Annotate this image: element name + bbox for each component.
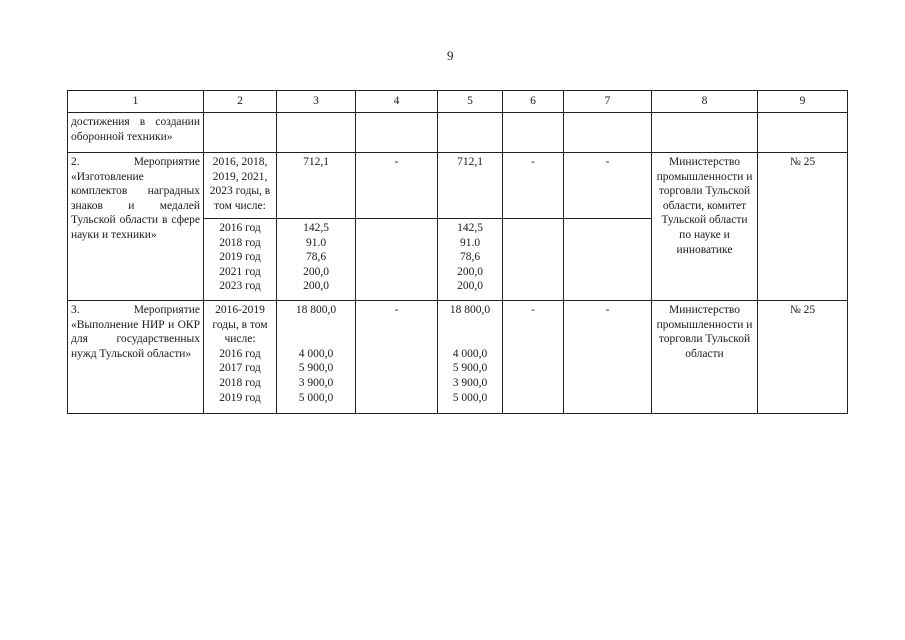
amount-value: 142,5 <box>457 222 483 234</box>
header-cell: 4 <box>356 91 438 113</box>
amount-value: 91.0 <box>305 236 327 249</box>
amount-value: 5 000,0 <box>298 391 334 404</box>
year-label: 2019 год <box>219 251 261 264</box>
col3-values <box>277 301 356 414</box>
activity-title: 2. Мероприятие «Изготовление комплектов наградных знаков и медалей Тульской области в сфере науки и техники» <box>68 153 204 301</box>
amount-value: 4 000,0 <box>452 347 488 360</box>
col7-value: - <box>564 301 652 414</box>
header-row <box>68 91 848 113</box>
header-cell: 3 <box>277 91 356 113</box>
amount-value: 200,0 <box>457 280 483 293</box>
total-col3: 18 800,0 <box>295 304 337 316</box>
table-row <box>68 301 848 414</box>
continuation-text: достижения в создании оборонной техники» <box>68 113 204 153</box>
amount-value: 5 000,0 <box>452 391 488 404</box>
result-indicator: № 25 <box>758 153 848 301</box>
amount-value: 78,6 <box>305 251 327 264</box>
amount-value: 200,0 <box>457 265 483 278</box>
col6-value: - <box>503 301 564 414</box>
header-cell: 6 <box>503 91 564 113</box>
amount-value: 91.0 <box>459 236 481 249</box>
col5-values <box>438 219 503 301</box>
amount-value: 5 900,0 <box>298 362 334 375</box>
year-label: 2021 год <box>219 265 261 278</box>
year-list <box>204 219 277 301</box>
year-label: 2018 год <box>219 376 261 389</box>
responsible-executor: Министерство промышленности и торговли Тульской области, комитет Тульской области по науке и инноватике <box>652 153 758 301</box>
amount-value: 200,0 <box>303 280 329 293</box>
responsible-executor: Министерство промышленности и торговли Тульской области <box>652 301 758 414</box>
amount-value: 78,6 <box>459 251 481 264</box>
year-label: 2018 год <box>219 236 261 249</box>
header-cell: 7 <box>564 91 652 113</box>
total-col5: 712,1 <box>438 153 503 219</box>
amount-value: 5 900,0 <box>452 362 488 375</box>
table-row <box>68 153 848 219</box>
year-list <box>204 301 277 414</box>
activity-years: 2016, 2018, 2019, 2021, 2023 годы, в том числе: <box>204 153 277 219</box>
col4-value: - <box>356 301 438 414</box>
amount-value: 3 900,0 <box>298 376 334 389</box>
amount-value: 142,5 <box>303 222 329 234</box>
col3-values <box>277 219 356 301</box>
result-indicator: № 25 <box>758 301 848 414</box>
col7-value: - <box>564 153 652 219</box>
col5-values <box>438 301 503 414</box>
year-label: 2023 год <box>219 280 261 293</box>
table-row <box>68 113 848 153</box>
page-number: 9 <box>447 48 454 63</box>
col6-value: - <box>503 153 564 219</box>
header-cell: 1 <box>68 91 204 113</box>
header-cell: 2 <box>204 91 277 113</box>
year-label: 2016 год <box>219 222 261 234</box>
year-label: 2016 год <box>219 347 261 360</box>
total-col3: 712,1 <box>277 153 356 219</box>
header-cell: 9 <box>758 91 848 113</box>
amount-value: 3 900,0 <box>452 376 488 389</box>
amount-value: 4 000,0 <box>298 347 334 360</box>
header-cell: 5 <box>438 91 503 113</box>
activity-years: 2016-2019 годы, в том числе: <box>212 304 268 346</box>
amount-value: 200,0 <box>303 265 329 278</box>
activity-title: 3. Мероприятие «Выполнение НИР и ОКР для государственных нужд Тульской области» <box>68 301 204 414</box>
year-label: 2019 год <box>219 391 261 404</box>
col4-value: - <box>356 153 438 219</box>
header-cell: 8 <box>652 91 758 113</box>
year-label: 2017 год <box>219 362 261 375</box>
program-activities-table <box>67 90 848 414</box>
total-col5: 18 800,0 <box>449 304 491 316</box>
